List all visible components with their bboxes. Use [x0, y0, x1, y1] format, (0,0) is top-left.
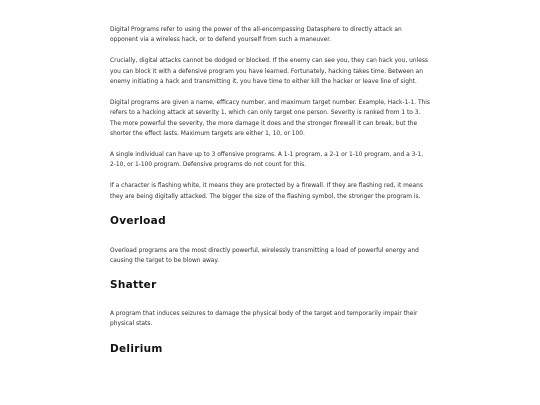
article-body: [110, 25, 430, 355]
intro-paragraph-5: If a character is flashing white, it means they are protected by a firewall. If they are flashing red, it means they are being digitally attacked. The bigger the size of the flashing symbol, the stronger the program is.: [110, 183, 423, 200]
section-heading-shatter: Shatter: [110, 279, 157, 292]
intro-paragraph-3: Digital programs are given a name, efficacy number, and maximum target number. Example, Hack-1-1. This refers to a hacking attack at severity 1, which can only target one person. Severity is ranked from 1 to 3. The more powerful the severity, the more damage it does and the stronger firewall it can break, but the shorter the effect lasts. Maximum targets are either 1, 10, or 100.: [110, 100, 430, 137]
section-heading-delirium: Delirium: [110, 342, 163, 355]
section-heading-overload: Overload: [110, 215, 166, 228]
intro-paragraph-1: Digital Programs refer to using the power of the all-encompassing Datasphere to directly attack an opponent via a wireless hack, or to defend yourself from such a maneuver.: [110, 27, 402, 44]
section-text-shatter: A program that induces seizures to damage the physical body of the target and temporarily impair their physical stats.: [110, 310, 418, 327]
section-text-overload: Overload programs are the most directly powerful, wirelessly transmitting a load of powerful energy and causing the target to be blown away.: [110, 247, 419, 264]
intro-paragraph-2: Crucially, digital attacks cannot be dodged or blocked. If the enemy can see you, they can hack you, unless you can block it with a defensive program you have learned. Fortunately, hacking takes time. Between an enemy initiating a hack and transmitting it, you have time to either kill the hacker or leave line of sight.: [110, 58, 428, 85]
intro-paragraph-4: A single individual can have up to 3 offensive programs. A 1-1 program, a 2-1 or 1-10 program, and a 3-1, 2-10, or 1-100 program. Defensive programs do not count for this.: [110, 152, 424, 169]
